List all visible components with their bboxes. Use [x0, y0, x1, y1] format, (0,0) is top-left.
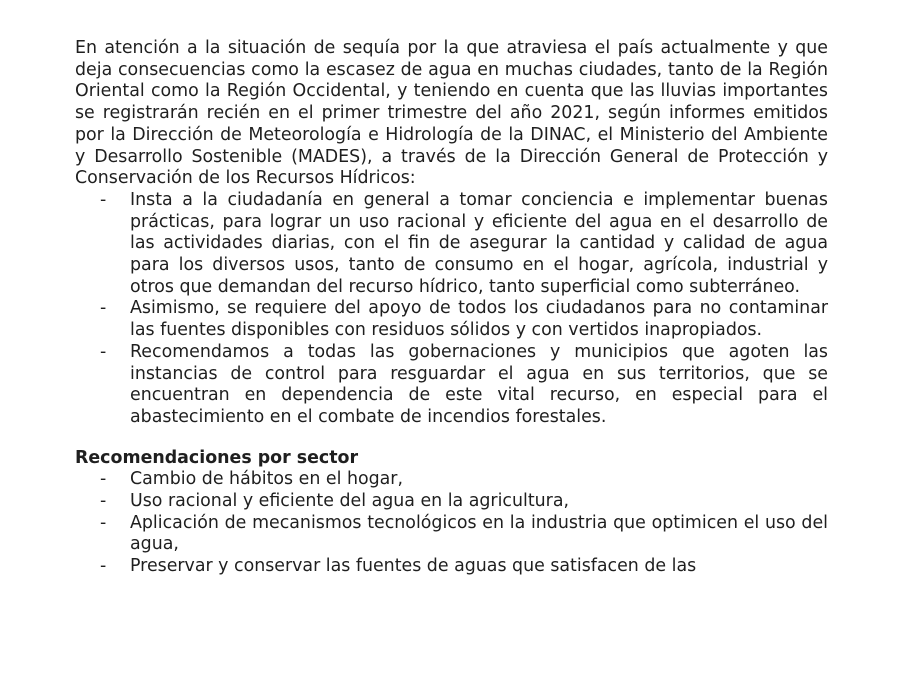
- list-item: [75, 342, 828, 429]
- bullet-dash: -: [100, 469, 107, 490]
- list-item: [75, 190, 828, 299]
- intro-paragraph: En atención a la situación de sequía por la que atraviesa el país actualmente y que deja consecuencias como la escasez de agua en muchas ciudades, tanto de la Región Oriental como la Región Occidental, y teniendo en cuenta que las lluvias importantes se registrarán recién en el primer trimestre del año 2021, según informes emitidos por la Dirección de Meteorología e Hidrología de la DINAC, el Ministerio del Ambiente y Desarrollo Sostenible (MADES), a través de la Dirección General de Protección y Conservación de los Recursos Hídricos:: [75, 38, 828, 189]
- bullet-dash: -: [100, 556, 107, 577]
- list-item-text: Insta a la ciudadanía en general a tomar conciencia e implementar buenas prácticas, para lograr un uso racional y eficiente del agua en el desarrollo de las actividades diarias, con el fin de asegurar la cantidad y calidad de agua para los diversos usos, tanto de consumo en el hogar, agrícola, industrial y otros que demandan del recurso hídrico, tanto superficial como subterráneo.: [130, 189, 828, 297]
- bullet-dash: -: [100, 189, 107, 210]
- list-item-text: Aplicación de mecanismos tecnológicos en la industria que optimicen el uso del agua,: [130, 512, 828, 555]
- list-item: [75, 491, 828, 513]
- list-item: [75, 513, 828, 556]
- bullet-dash: -: [100, 491, 107, 512]
- list-item-text: Recomendamos a todas las gobernaciones y municipios que agoten las instancias de control para resguardar el agua en sus territorios, que se encuentran en dependencia de este vital recurso, en especial para el abastecimiento en el combate de incendios forestales.: [130, 341, 828, 427]
- list-item: [75, 556, 828, 578]
- list-item-text: Asimismo, se requiere del apoyo de todos los ciudadanos para no contaminar las fuentes disponibles con residuos sólidos y con vertidos inapropiados.: [130, 298, 828, 341]
- section-title: Recomendaciones por sector: [75, 447, 359, 468]
- list-item-text: Uso racional y eficiente del agua en la agricultura,: [130, 491, 570, 512]
- list-item-text: Cambio de hábitos en el hogar,: [130, 469, 403, 490]
- list-item: [75, 298, 828, 341]
- bullet-dash: -: [100, 341, 107, 362]
- document-page: [75, 38, 828, 578]
- bullet-dash: -: [100, 298, 107, 319]
- list-item-text: Preservar y conservar las fuentes de aguas que satisfacen de las: [130, 556, 697, 577]
- bullet-dash: -: [100, 512, 107, 533]
- list-item: [75, 469, 828, 491]
- sector-list: [75, 469, 828, 578]
- recommendations-list: [75, 190, 828, 429]
